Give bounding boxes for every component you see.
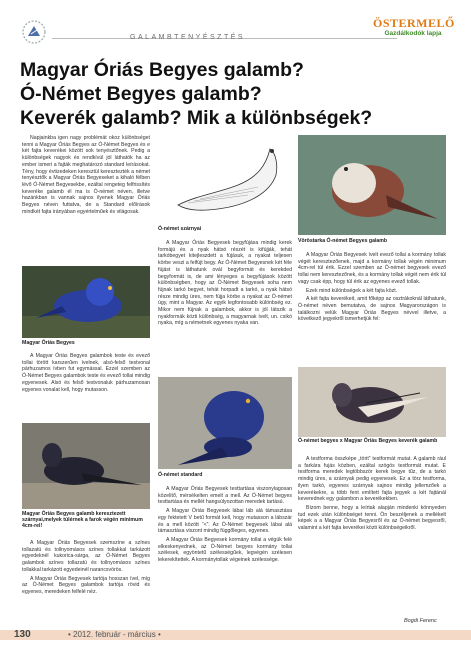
author-signature: Bogdi Ferenc	[404, 618, 437, 624]
photo-onemet-standard	[158, 377, 292, 469]
photo-vorostarka	[298, 135, 446, 235]
page-header	[0, 0, 471, 52]
issue-date: • 2012. február - március •	[68, 630, 161, 639]
column-3-bottom	[298, 456, 446, 534]
column-1-bottom	[22, 540, 150, 598]
club-emblem-icon	[22, 20, 46, 44]
page-number: 130	[14, 629, 31, 640]
caption-crossed-wings: Magyar Óriás Begyes galamb keresztezett szárnyai,melyek túlérnek a farok végén minimum 4cm-rel!	[22, 511, 143, 530]
column-2-bottom	[158, 486, 292, 566]
drawing-onemet-wings	[158, 135, 292, 223]
column-2-main	[158, 240, 292, 329]
paragraph: A Magyar Óriás Begyesek ívelt evező tollai a kormány tollak végét keresztezőenek, majd a kormány tollak végén minimum 4cm-rel túl érik. Ezzel szemben az Ó-német begyesek evező tollai nem keresztezőnek, és a kormány tollak végét nem érik túl vagy csak épp, hogy túl érik az egyenes evező tollak.	[298, 252, 446, 285]
column-1-intro	[22, 135, 150, 217]
photo-magyar-orias-begyes	[22, 266, 150, 338]
paragraph: Bízom benne, hogy a leírtak alapján mindenki könnyeden tud ezek után különbséget tenni. Ön beszéljenek a mellékelt képek a a Magyar Óriás Begyesről és az Ó-német begyesről, valamint a két fajta keverékei közti különbségeikről.	[298, 504, 446, 532]
paragraph: A Magyar Óriás Begyesek kormány tollai a végük felé elkeskenyednek, az Ó-Német begyes kormány tollai szélesek, egyöntetű szélességűek, legvégén szélesen lekerekítettek. A kormánytollak végeinek szélessége.	[158, 536, 292, 564]
caption-vorostarka: Vöröstarka Ó-német Begyes galamb	[298, 238, 388, 244]
paragraph: A Magyar Óriás Begyes galambok teste és evező tollai törött karszerűen ívelnek, alsó-felső testvonal párhuzamos ívben fut egymással. Ezzel szemben az Ó-Német Begyes galambok teste és evező tollai mindig egyenesek. Alsó és felső testvonaluk párhuzamosan egyenes vonalat kell, hogy mutasson.	[22, 353, 150, 393]
paragraph: A testforma összképe „törit” testformát mutat. A galamb rául a farkára fujás közben, ezáltal szögös testformát mutat. E testforma meredek legtöbbször kerek begye tűz, de a tarkó mindig üres, a szárnyak pedig egyenesek. Ez a törz testforma, ilyen tarkó, egyenes szárnyak sajnos mindig jellemzőek a keverékekre, a több fent említett fajta jegyek a két fajtánál keverednek egy galambon a keverékekben.	[298, 456, 446, 503]
section-label: GALAMBTENYÉSZTÉS	[130, 34, 246, 41]
paragraph: A Magyar Óriás Begyesek testtartása viszonylagosan közelítő, mérsékelten emelt a mell. Az Ó-Német begyes testtartása és mellét hangsúlyozottan meredek tartású.	[158, 486, 292, 506]
title-line: Ó-Német Begyes galamb?	[20, 83, 262, 105]
logo-main: ÖSTERMELŐ	[373, 16, 455, 30]
paragraph: Napjainkba igen nagy problémát okoz különbséget tenni a Magyar Óriás Begyes az Ó-Német Begyes és e két fajta keverékei között sok tenyésztőnek. Pedig a különbségek nagyok és rendkívül jól láthatók ha az ember ismeri a fajták meghatározó standard leírásokat. Tény, hogy évtizedeken keresztül keresztezték a német tenyésztők a Magyar Óriás Begyeseket a kihaló félben lévő Ó-Német Begyesekbe, ezáltal rengeteg felfrissítés keveréke galamb él ma is Ó-német néven, illetve hazánkban is vannak sajnos ilyenek Magyar Óriás Begyes néven futtatva, de a Standard előírások mindkét fajta irányában egyértelműek és világosak.	[22, 135, 150, 215]
photo-crossed-wings	[22, 423, 150, 509]
article-title	[20, 58, 460, 130]
title-line: Magyar Óriás Begyes galamb?	[20, 59, 304, 81]
photo-keverek	[298, 367, 446, 437]
caption-magyar: Magyar Óriás Begyes	[22, 340, 75, 346]
caption-onemet-standard: Ó-német standard	[158, 472, 203, 478]
paragraph: A Magyar Óriás Begyesek szemszíne a színes tollazatú és tollnyomásos színes tollakkal tarkázott egyedeknél kukorica-sárga, az Ó-Német Begyes galambok színes tollazatú és tollnyomásos színes tollakkal tarkázott egyedeinél narancsvörös.	[22, 540, 150, 573]
paragraph: Ezek mind különbségek a két fajta közt.	[306, 287, 398, 294]
paragraph: A Magyar Óriás Begyesek tartója hosszan ível, míg az Ó-Német Begyes galambok tartója rövid és egyenes, meredeken felfelé néz.	[22, 575, 150, 595]
column-1-middle	[22, 353, 150, 395]
paragraph: A Magyar Óriás Begyesek lábai láb alá támasztása egy fektetett V betű formát kell, hogy mutasson a lábszár és a mell között “<”. Az Ó-Német begyesek lábai alá támasztása viszont mindig függőleges, egyenes.	[158, 508, 292, 535]
paragraph: A két fajta keverékeit, amit főképp az osztrákoknál láthatunk, Ó-német néven bemutatva, de sajnos Magyarországon is találkozni velük Magyar Óriás Begyes névvel illetve, a következő jegyekről ismerhetjük fel:	[298, 296, 446, 323]
magazine-logo	[373, 16, 453, 50]
column-3-main	[298, 252, 446, 325]
title-line: Keverék galamb? Mik a különbségek?	[20, 107, 373, 129]
caption-keverek: Ó-német begyes x Magyar Óriás Begyes keverék galamb	[298, 438, 438, 444]
logo-sub: Gazdálkodók lapja	[384, 30, 442, 37]
paragraph: A Magyar Óriás Begyesek begyfújása mindig kerek formájú és a nyak hátsó részét is kifújják, tehát tarkóbegyet kitejleszdett a fújásuk, a nyakat teljesen körbe veszi a felfújt begy. Az Ó-Német Begyesnek két féle fújást is láthatunk ovál begyformát és kerekded begyformát is, de ami lényeges a begyfújások között különbségben, hogy az Ó-Német Begyesek soha nem fújnak tarkó begyet, tehát horpadt a tarkó, a nyak hátsó része mindig üres, nem fújja körbe a nyakat az Ó-német úgy, mint a Magyar. Az egyik legfontosabb különbség ez. Mikor nem fújnak a galambok, akkor is jól látszik a nyakformák közti különbség, a magyarnak ívelt, un. csikó nyaka, míg a németnek egyenes nyaka van.	[158, 240, 292, 327]
caption-drawing: Ó-német szárnyai	[158, 226, 202, 232]
